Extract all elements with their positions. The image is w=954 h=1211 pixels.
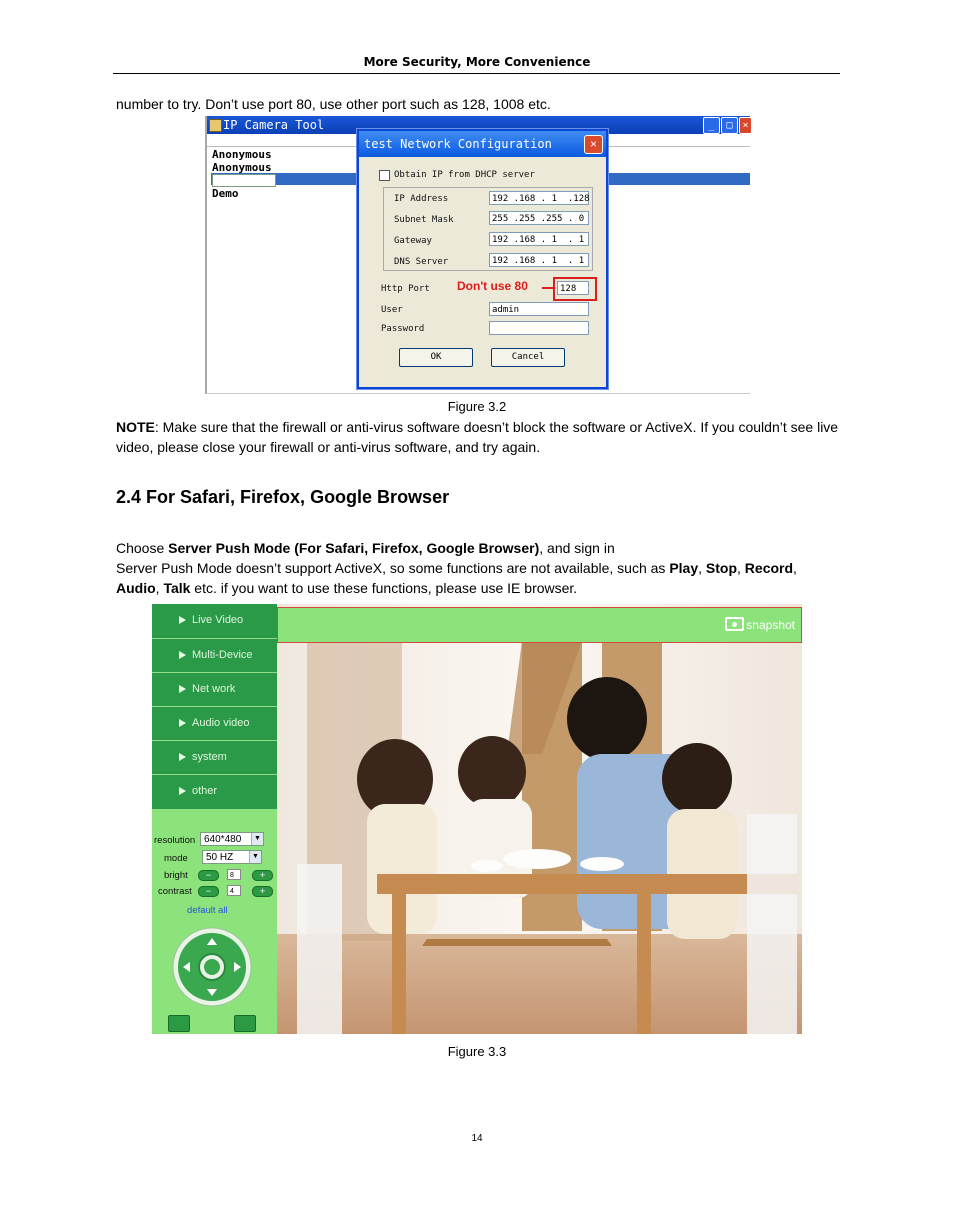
default-all-link[interactable]: default all bbox=[187, 905, 228, 916]
gateway-label: Gateway bbox=[394, 236, 432, 246]
choose-pre: Choose bbox=[116, 540, 169, 556]
gateway-field[interactable]: 192 .168 . 1 . 1 bbox=[489, 232, 589, 246]
nav-network[interactable] bbox=[152, 673, 277, 707]
mode-value: 50 HZ bbox=[206, 852, 234, 863]
dns-server-field[interactable]: 192 .168 . 1 . 1 bbox=[489, 253, 589, 267]
nav-audio-video[interactable] bbox=[152, 707, 277, 741]
user-label: User bbox=[381, 305, 403, 315]
contrast-minus-button[interactable]: − bbox=[198, 886, 219, 897]
contrast-value: 4 bbox=[227, 885, 241, 896]
chevron-down-icon: ▼ bbox=[249, 851, 261, 863]
play-arrow-icon bbox=[179, 753, 186, 761]
dhcp-checkbox[interactable] bbox=[379, 170, 390, 181]
http-port-field[interactable]: 128 bbox=[557, 281, 589, 295]
figure-caption: Figure 3.2 bbox=[447, 399, 507, 414]
figure-caption: Figure 3.3 bbox=[447, 1044, 507, 1059]
contrast-plus-button[interactable]: + bbox=[252, 886, 273, 897]
choose-paragraph bbox=[116, 538, 840, 598]
password-label: Password bbox=[381, 324, 425, 334]
ptz-control-pad[interactable] bbox=[172, 926, 252, 1008]
dhcp-label: Obtain IP from DHCP server bbox=[394, 170, 535, 180]
http-port-label: Http Port bbox=[381, 284, 430, 294]
nav-label: Net work bbox=[192, 683, 236, 695]
family-dinner-photo bbox=[277, 604, 802, 1034]
device-item[interactable]: Anonymous bbox=[212, 161, 272, 174]
nav-label: Audio video bbox=[192, 717, 250, 729]
contrast-label: contrast bbox=[158, 886, 192, 897]
bright-plus-button[interactable]: + bbox=[252, 870, 273, 881]
server-push-text: Server Push Mode doesn’t support ActiveX, so some functions are not available, such as bbox=[116, 560, 670, 576]
dns-server-label: DNS Server bbox=[394, 257, 449, 267]
dialog-close-icon[interactable]: × bbox=[584, 135, 603, 154]
nav-system[interactable] bbox=[152, 741, 277, 775]
running-header: More Security, More Convenience bbox=[363, 55, 591, 69]
nav-multi-device[interactable] bbox=[152, 639, 277, 673]
play-term: Play bbox=[669, 560, 699, 576]
left-return-icon[interactable] bbox=[168, 1015, 190, 1032]
note-text: : Make sure that the firewall or anti-virus software doesn’t block the software or ActiveX. If you couldn’t see live video, please close your firewall or anti-virus software, and try again. bbox=[116, 419, 839, 455]
play-arrow-icon bbox=[179, 651, 186, 659]
section-heading: 2.4 For Safari, Firefox, Google Browser bbox=[116, 487, 450, 507]
password-field[interactable] bbox=[489, 321, 589, 335]
play-arrow-icon bbox=[179, 787, 186, 795]
nav-label: Multi-Device bbox=[192, 649, 253, 661]
note-paragraph bbox=[116, 417, 840, 457]
live-video-frame bbox=[277, 604, 802, 1034]
header-rule bbox=[113, 73, 840, 74]
snapshot-toolbar bbox=[277, 607, 802, 643]
resolution-select[interactable] bbox=[200, 832, 264, 846]
resolution-label: resolution bbox=[154, 835, 196, 846]
device-item-selected[interactable]: test bbox=[212, 174, 276, 187]
bright-label: bright bbox=[164, 870, 188, 881]
port-annotation: Don't use 80 bbox=[457, 279, 528, 293]
nav-other[interactable] bbox=[152, 775, 277, 810]
network-config-dialog bbox=[357, 129, 608, 389]
mode-select[interactable] bbox=[202, 850, 262, 864]
camera-web-ui bbox=[152, 604, 802, 1034]
right-return-icon[interactable] bbox=[234, 1015, 256, 1032]
snapshot-label[interactable]: snapshot bbox=[746, 618, 795, 632]
bright-value: 8 bbox=[227, 869, 241, 880]
sep: , bbox=[155, 580, 164, 596]
record-term: Record bbox=[744, 560, 794, 576]
sep: , bbox=[737, 560, 745, 576]
device-item[interactable]: Anonymous bbox=[212, 148, 272, 161]
nav-label: system bbox=[192, 751, 227, 763]
choose-post: , and sign in bbox=[539, 540, 615, 556]
nav-label: other bbox=[192, 785, 218, 797]
chevron-down-icon: ▼ bbox=[251, 833, 263, 845]
minimize-icon[interactable]: _ bbox=[703, 117, 720, 134]
subnet-mask-field[interactable]: 255 .255 .255 . 0 bbox=[489, 211, 589, 225]
close-icon[interactable]: × bbox=[739, 117, 752, 134]
nav-live-video[interactable] bbox=[152, 604, 277, 639]
ok-button[interactable]: OK bbox=[399, 348, 473, 367]
page-number: 14 bbox=[471, 1133, 483, 1144]
play-arrow-icon bbox=[179, 719, 186, 727]
play-arrow-icon bbox=[179, 685, 186, 693]
server-push-text-end: etc. if you want to use these functions, please use IE browser. bbox=[190, 580, 578, 596]
choose-bold: Server Push Mode (For Safari, Firefox, Google Browser) bbox=[168, 540, 540, 556]
window-title: IP Camera Tool bbox=[223, 118, 325, 132]
resolution-value: 640*480 bbox=[204, 834, 242, 845]
audio-term: Audio bbox=[116, 580, 156, 596]
device-list bbox=[212, 148, 362, 200]
talk-term: Talk bbox=[163, 580, 191, 596]
nav-label: Live Video bbox=[192, 614, 244, 626]
play-arrow-icon bbox=[179, 616, 186, 624]
sep: , bbox=[793, 560, 797, 576]
user-field[interactable]: admin bbox=[489, 302, 589, 316]
sidebar bbox=[152, 604, 277, 1034]
bright-minus-button[interactable]: − bbox=[198, 870, 219, 881]
mode-label: mode bbox=[164, 853, 188, 864]
cancel-button[interactable]: Cancel bbox=[491, 348, 565, 367]
stop-term: Stop bbox=[705, 560, 738, 576]
sep: , bbox=[698, 560, 706, 576]
ip-address-label: IP Address bbox=[394, 194, 449, 204]
maximize-icon[interactable]: □ bbox=[721, 117, 738, 134]
note-label: NOTE bbox=[116, 419, 155, 435]
dialog-title: test Network Configuration bbox=[364, 137, 552, 151]
ip-address-field[interactable]: 192 .168 . 1 .128 bbox=[489, 191, 589, 205]
device-item[interactable]: Demo bbox=[212, 187, 239, 200]
intro-paragraph: number to try. Don’t use port 80, use other port such as 128, 1008 etc. bbox=[116, 96, 551, 112]
app-icon bbox=[209, 119, 222, 132]
camera-icon[interactable] bbox=[725, 617, 744, 631]
subnet-mask-label: Subnet Mask bbox=[394, 215, 454, 225]
dialog-title-bar bbox=[359, 131, 606, 157]
